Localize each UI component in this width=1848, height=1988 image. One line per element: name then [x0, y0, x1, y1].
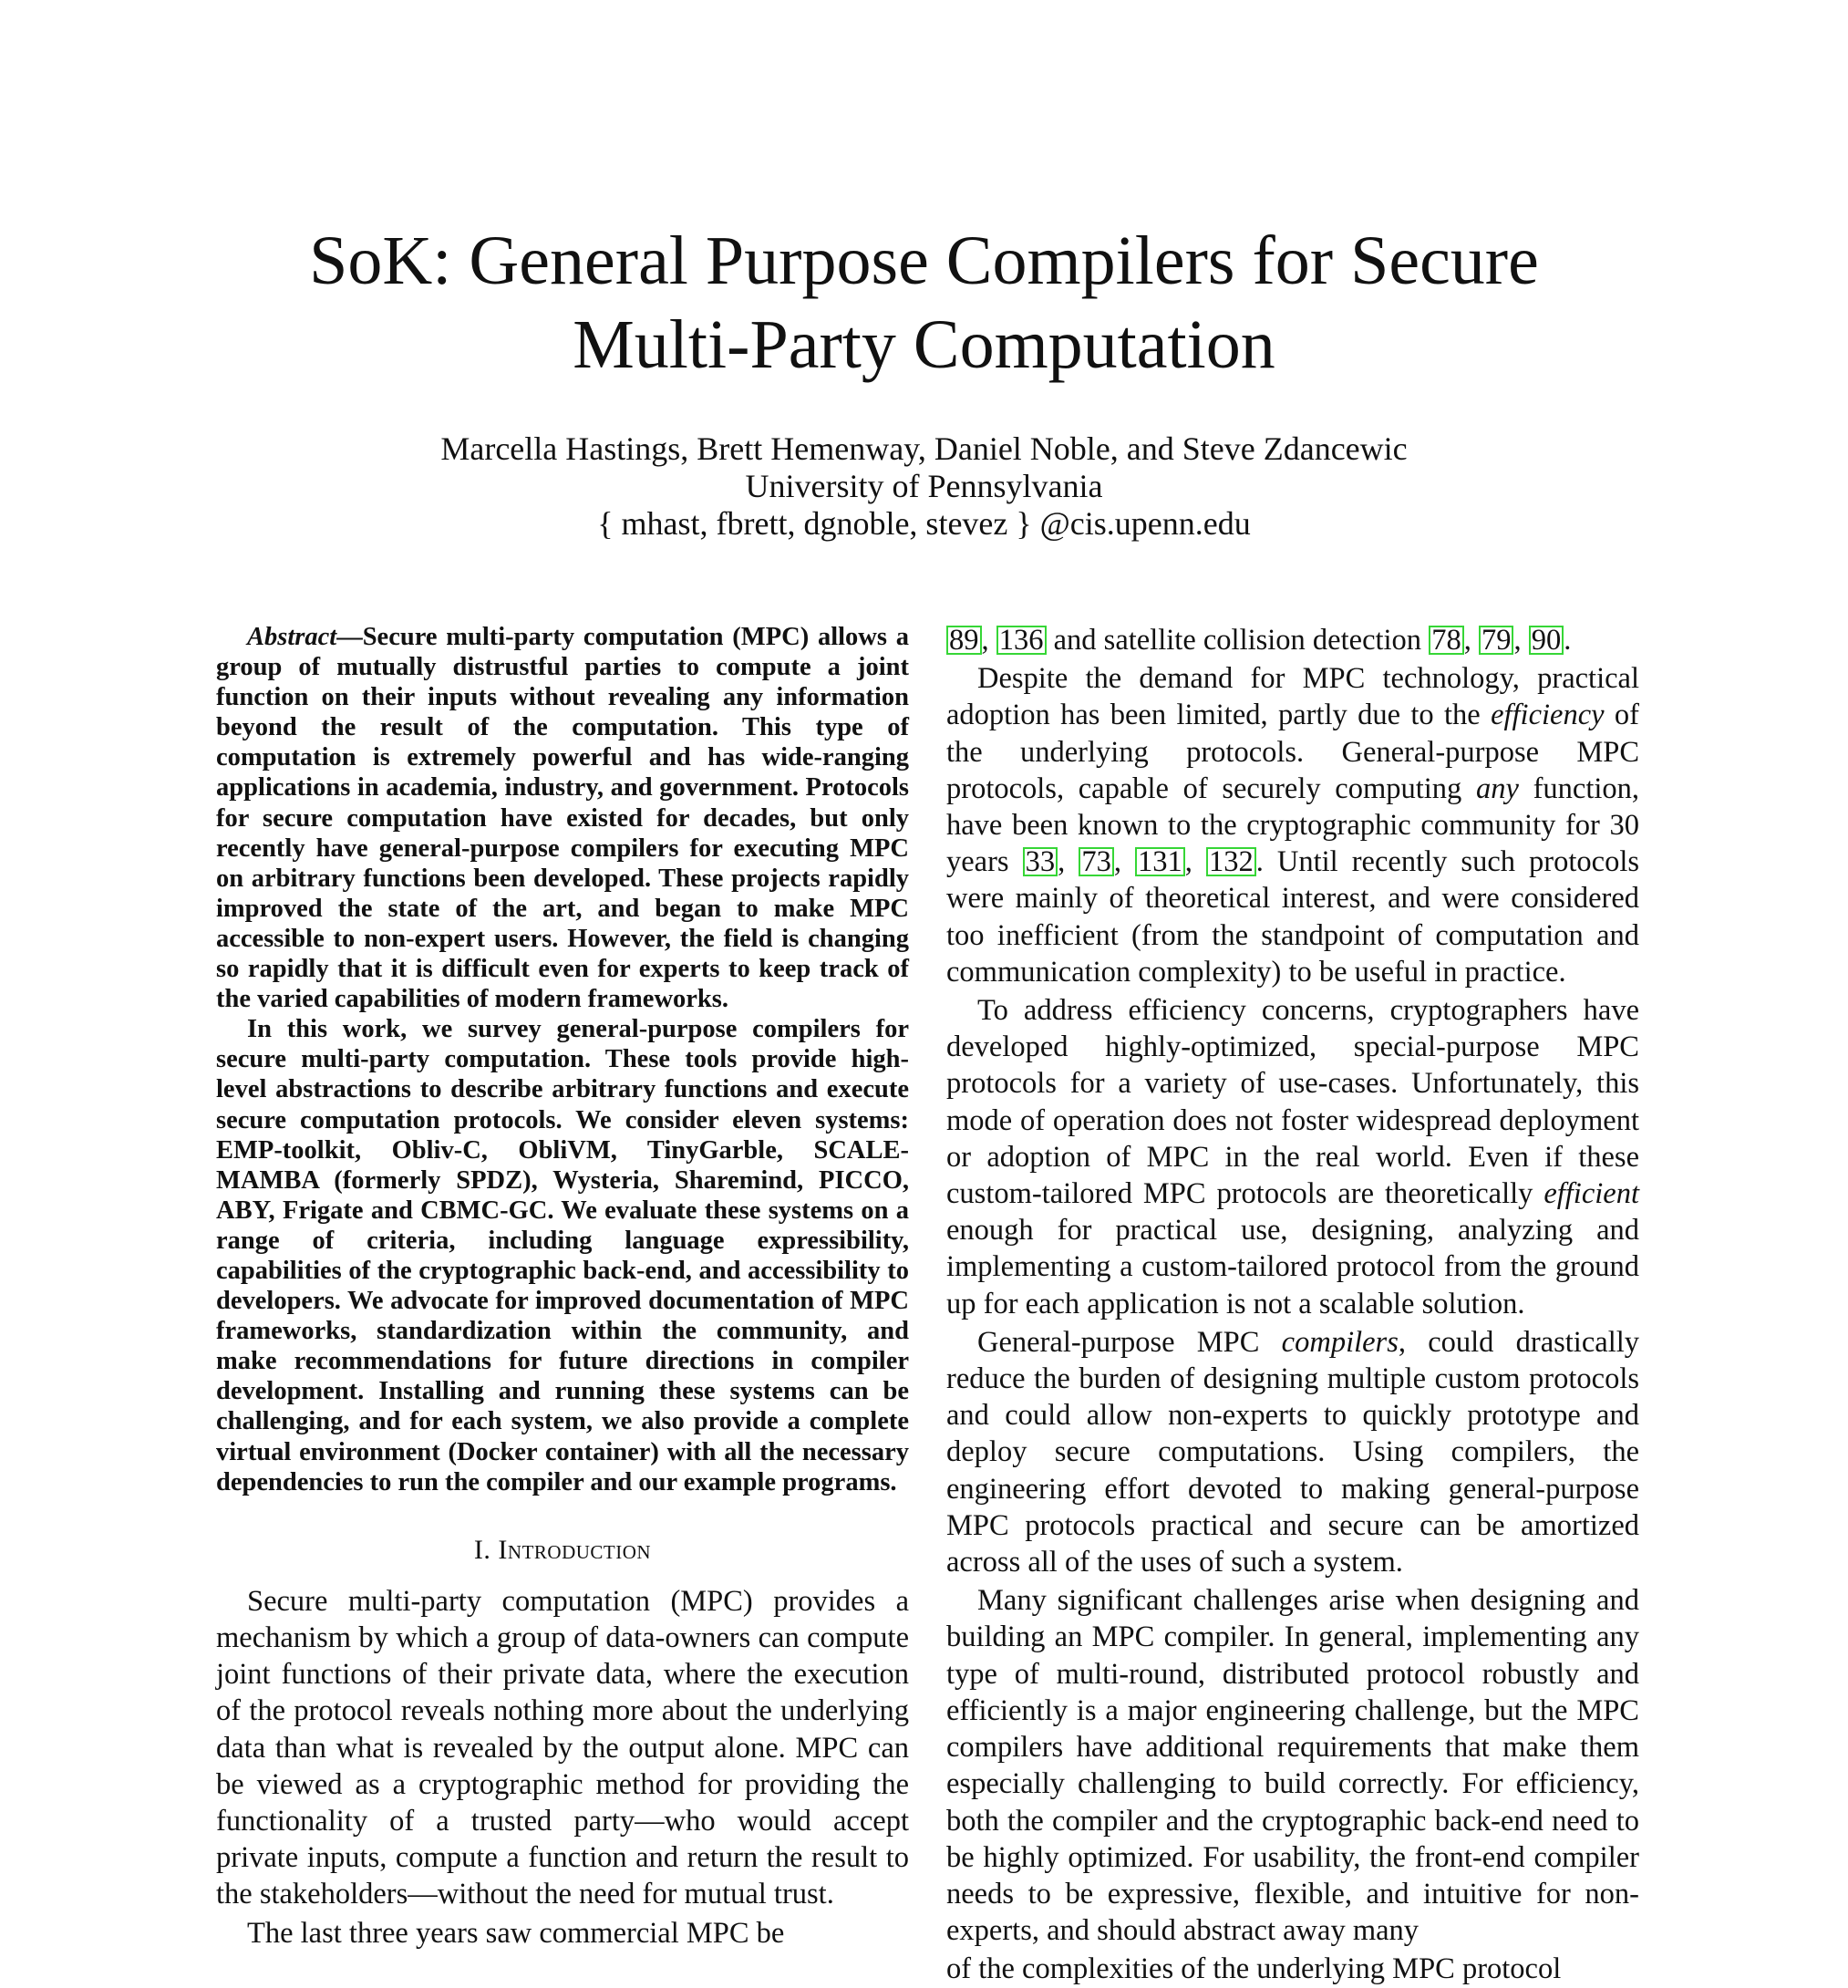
abstract-text-1: Secure multi-party computation (MPC) allows a group of mutually distrustful parties to compute a joint function on their inputs without revealing any information beyond the result of the computation. This type of computation is extremely powerful and has wide-ranging applications in academia, industry, and government. Protocols for secure computation have existed for decades, but only recently have general-purpose compilers for executing MPC on arbitrary functions been developed. These projects rapidly improved the state of the art, and began to make MPC accessible to non-expert users. However, the field is changing so rapidly that it is difficult even for experts to keep track of the varied capabilities of modern frameworks.	[216, 623, 909, 1014]
section-title-rest: ntroduction	[507, 1534, 652, 1565]
left-column	[216, 622, 909, 1952]
citation-link[interactable]: 90	[1529, 626, 1564, 655]
abstract-paragraph-1	[216, 622, 909, 1014]
paper-title	[0, 219, 1848, 387]
paragraph-text: General-purpose MPC	[977, 1325, 1282, 1359]
paragraph-text: . Until recently such protocols were mainly of theoretical interest, and were considered too inefficient (from the standpoint of computation and communication complexity) to be useful in practice.	[946, 845, 1640, 989]
emphasis-text: compilers	[1281, 1325, 1399, 1359]
intro-paragraph-2-partial: The last three years saw commercial MPC be	[247, 1916, 785, 1950]
paragraph-text: enough for practical use, designing, analyzing and implementing a custom-tailored protocol from the ground up for each application is not a scalable solution.	[946, 1214, 1639, 1320]
continuation-paragraph: 89, 136 and satellite collision detection 78, 79, 90.	[946, 622, 1639, 658]
paragraph-challenges-partial: of the complexities of the underlying MPC protocol	[946, 1952, 1562, 1986]
paragraph-demand: Despite the demand for MPC technology, practical adoption has been limited, partly due to the efficiency of the underlying protocols. General-purpose MPC protocols, capable of securely computing any function, have been known to the cryptographic community for 30 years 33, 73, 131, 132. Until recently such protocols were mainly of theoretical interest, and were considered too inefficient (from the standpoint of computation and communication complexity) to be useful in practice.	[946, 662, 1640, 989]
paragraph-text: , could drastically reduce the burden of designing multiple custom protocols and could allow non-experts to quickly prototype and deploy secure computations. Using compilers, the engineering effort devoted to making general-purpose MPC protocols practical and secure can be amortized across all of the uses of such a system.	[946, 1325, 1639, 1579]
intro-paragraph-1: Secure multi-party computation (MPC) provides a mechanism by which a group of data-owners can compute joint functions of their private data, where the execution of the protocol reveals nothing more about the underlying data than what is revealed by the output alone. MPC can be viewed as a cryptographic method for providing the functionality of a trusted party—who would accept private inputs, compute a function and return the result to the stakeholders—without the need for mutual trust.	[216, 1584, 909, 1911]
paragraph-text: of the underlying protocols. General-purpose MPC protocols, capable of securely computing	[946, 699, 1639, 805]
right-column	[946, 622, 1639, 1988]
paragraph-text: Despite the demand for MPC technology, practical adoption has been limited, partly due to the	[946, 662, 1639, 732]
author-emails: { mhast, fbrett, dgnoble, stevez } @cis.upenn.edu	[597, 505, 1251, 542]
author-block	[0, 430, 1848, 543]
citation-link[interactable]: 73	[1079, 847, 1114, 876]
paragraph-efficiency	[946, 992, 1639, 1322]
citation-link[interactable]: 79	[1479, 626, 1514, 655]
citation-link[interactable]: 132	[1206, 847, 1256, 876]
abstract	[216, 622, 909, 1497]
paper-title-line2: Multi-Party Computation	[573, 306, 1275, 383]
right-column-text	[946, 622, 1639, 1988]
section-number: I.	[473, 1534, 491, 1565]
citation-link[interactable]: 78	[1429, 626, 1464, 655]
continuation-text: and satellite collision detection	[1046, 624, 1430, 657]
emphasis-text: efficient	[1543, 1177, 1639, 1211]
intro-text	[216, 1583, 909, 1952]
paragraph-challenges: Many significant challenges arise when designing and building an MPC compiler. In general, implementing any type of multi-round, distributed protocol robustly and efficiently is a major engineering challenge, but the MPC compilers have additional requirements that make them especially challenging to build correctly. For efficiency, both the compiler and the cryptographic back-end need to be highly optimized. For usability, the front-end compiler needs to be expressive, flexible, and intuitive for non-experts, and should abstract away many	[946, 1584, 1639, 1948]
emphasis-text: any	[1475, 771, 1519, 805]
paragraph-text: To address efficiency concerns, cryptographers have developed highly-optimized, special-purpose MPC protocols for a variety of use-cases. Unfortunately, this mode of operation does not foster widespread deployment or adoption of MPC in the real world. Even if these custom-tailored MPC protocols are theoretically	[946, 994, 1639, 1211]
abstract-label: Abstract	[247, 623, 337, 651]
citation-link[interactable]: 136	[996, 626, 1047, 655]
paragraph-compilers	[946, 1324, 1639, 1580]
author-names: Marcella Hastings, Brett Hemenway, Daniel Noble, and Steve Zdancewic	[440, 430, 1408, 467]
abstract-paragraph-2: In this work, we survey general-purpose compilers for secure multi-party computation. These tools provide high-level abstractions to describe arbitrary functions and execute secure computation protocols. We consider eleven systems: EMP-toolkit, Obliv-C, ObliVM, TinyGarble, SCALE-MAMBA (formerly SPDZ), Wysteria, Sharemind, PICCO, ABY, Frigate and CBMC-GC. We evaluate these systems on a range of criteria, including language expressibility, capabilities of the cryptographic back-end, and accessibility to developers. We advocate for improved documentation of MPC frameworks, standardization within the community, and make recommendations for future directions in compiler development. Installing and running these systems can be challenging, and for each system, we also provide a complete virtual environment (Docker container) with all the necessary dependencies to run the compiler and our example programs.	[216, 1015, 909, 1496]
section-title-first: I	[498, 1534, 508, 1565]
paper-title-line1: SoK: General Purpose Compilers for Secure	[309, 223, 1539, 299]
citation-link[interactable]: 89	[946, 626, 982, 655]
emphasis-text: efficiency	[1491, 699, 1605, 732]
affiliation: University of Pennsylvania	[745, 468, 1103, 504]
citation-link[interactable]: 33	[1023, 847, 1058, 876]
citation-link[interactable]: 131	[1135, 847, 1185, 876]
paragraph-text: function, have been known to the cryptographic community for 30 years	[946, 771, 1639, 879]
section-heading	[216, 1532, 909, 1569]
abstract-dash: —	[336, 623, 363, 651]
